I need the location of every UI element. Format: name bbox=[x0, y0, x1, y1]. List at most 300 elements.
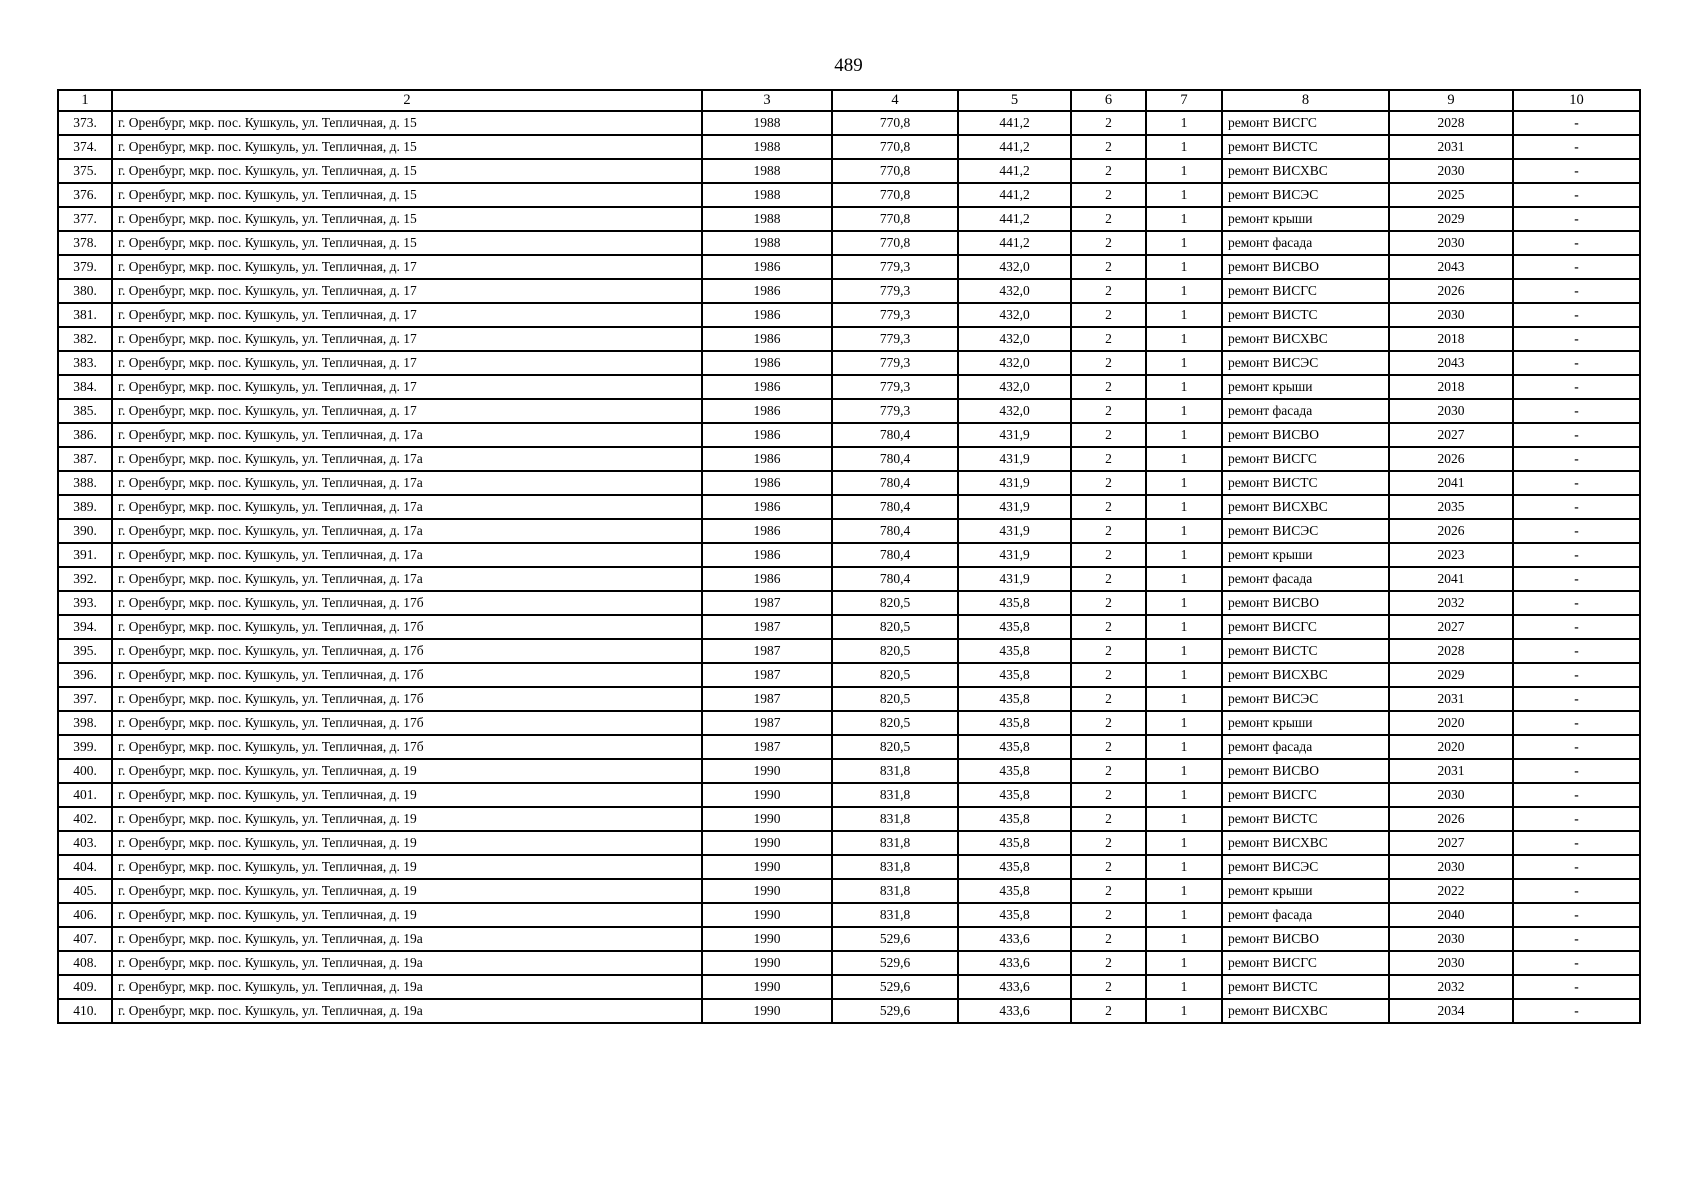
entrances-cell: 1 bbox=[1146, 687, 1222, 711]
address-cell: г. Оренбург, мкр. пос. Кушкуль, ул. Тепличная, д. 17б bbox=[112, 639, 702, 663]
row-number: 398. bbox=[58, 711, 112, 735]
floors-cell: 2 bbox=[1071, 231, 1146, 255]
total-area-cell: 779,3 bbox=[832, 375, 958, 399]
living-area-cell: 441,2 bbox=[958, 231, 1071, 255]
planned-year-cell: 2029 bbox=[1389, 207, 1513, 231]
floors-cell: 2 bbox=[1071, 447, 1146, 471]
address-cell: г. Оренбург, мкр. пос. Кушкуль, ул. Тепличная, д. 17а bbox=[112, 471, 702, 495]
floors-cell: 2 bbox=[1071, 831, 1146, 855]
row-number: 385. bbox=[58, 399, 112, 423]
entrances-cell: 1 bbox=[1146, 495, 1222, 519]
row-number: 391. bbox=[58, 543, 112, 567]
floors-cell: 2 bbox=[1071, 279, 1146, 303]
living-area-cell: 435,8 bbox=[958, 591, 1071, 615]
entrances-cell: 1 bbox=[1146, 543, 1222, 567]
work-type-cell: ремонт фасада bbox=[1222, 903, 1389, 927]
table-row bbox=[58, 231, 1640, 255]
floors-cell: 2 bbox=[1071, 687, 1146, 711]
living-area-cell: 431,9 bbox=[958, 543, 1071, 567]
entrances-cell: 1 bbox=[1146, 999, 1222, 1023]
entrances-cell: 1 bbox=[1146, 351, 1222, 375]
planned-year-cell: 2028 bbox=[1389, 111, 1513, 135]
year-cell: 1986 bbox=[702, 255, 832, 279]
floors-cell: 2 bbox=[1071, 183, 1146, 207]
floors-cell: 2 bbox=[1071, 879, 1146, 903]
table-row bbox=[58, 471, 1640, 495]
entrances-cell: 1 bbox=[1146, 591, 1222, 615]
note-cell: - bbox=[1513, 639, 1640, 663]
column-header: 2 bbox=[112, 90, 702, 111]
address-cell: г. Оренбург, мкр. пос. Кушкуль, ул. Тепличная, д. 17 bbox=[112, 327, 702, 351]
address-cell: г. Оренбург, мкр. пос. Кушкуль, ул. Тепличная, д. 19а bbox=[112, 927, 702, 951]
living-area-cell: 441,2 bbox=[958, 207, 1071, 231]
total-area-cell: 831,8 bbox=[832, 783, 958, 807]
row-number: 393. bbox=[58, 591, 112, 615]
entrances-cell: 1 bbox=[1146, 183, 1222, 207]
floors-cell: 2 bbox=[1071, 159, 1146, 183]
table-row bbox=[58, 639, 1640, 663]
year-cell: 1988 bbox=[702, 207, 832, 231]
work-type-cell: ремонт крыши bbox=[1222, 207, 1389, 231]
note-cell: - bbox=[1513, 975, 1640, 999]
total-area-cell: 820,5 bbox=[832, 639, 958, 663]
work-type-cell: ремонт фасада bbox=[1222, 567, 1389, 591]
work-type-cell: ремонт ВИСВО bbox=[1222, 759, 1389, 783]
planned-year-cell: 2026 bbox=[1389, 279, 1513, 303]
year-cell: 1986 bbox=[702, 279, 832, 303]
table-row bbox=[58, 951, 1640, 975]
repair-schedule-table bbox=[57, 89, 1641, 1024]
address-cell: г. Оренбург, мкр. пос. Кушкуль, ул. Тепличная, д. 15 bbox=[112, 159, 702, 183]
table-row bbox=[58, 687, 1640, 711]
floors-cell: 2 bbox=[1071, 519, 1146, 543]
row-number: 394. bbox=[58, 615, 112, 639]
address-cell: г. Оренбург, мкр. пос. Кушкуль, ул. Тепличная, д. 15 bbox=[112, 135, 702, 159]
floors-cell: 2 bbox=[1071, 375, 1146, 399]
floors-cell: 2 bbox=[1071, 543, 1146, 567]
table-row bbox=[58, 783, 1640, 807]
column-header: 4 bbox=[832, 90, 958, 111]
work-type-cell: ремонт ВИСХВС bbox=[1222, 831, 1389, 855]
entrances-cell: 1 bbox=[1146, 903, 1222, 927]
total-area-cell: 779,3 bbox=[832, 351, 958, 375]
table-row bbox=[58, 447, 1640, 471]
entrances-cell: 1 bbox=[1146, 279, 1222, 303]
year-cell: 1987 bbox=[702, 615, 832, 639]
living-area-cell: 433,6 bbox=[958, 951, 1071, 975]
year-cell: 1986 bbox=[702, 303, 832, 327]
year-cell: 1987 bbox=[702, 735, 832, 759]
total-area-cell: 529,6 bbox=[832, 951, 958, 975]
work-type-cell: ремонт фасада bbox=[1222, 231, 1389, 255]
floors-cell: 2 bbox=[1071, 975, 1146, 999]
address-cell: г. Оренбург, мкр. пос. Кушкуль, ул. Тепличная, д. 19 bbox=[112, 879, 702, 903]
table-row bbox=[58, 567, 1640, 591]
total-area-cell: 770,8 bbox=[832, 111, 958, 135]
living-area-cell: 431,9 bbox=[958, 423, 1071, 447]
living-area-cell: 432,0 bbox=[958, 303, 1071, 327]
table-row bbox=[58, 807, 1640, 831]
living-area-cell: 435,8 bbox=[958, 759, 1071, 783]
year-cell: 1986 bbox=[702, 567, 832, 591]
address-cell: г. Оренбург, мкр. пос. Кушкуль, ул. Тепличная, д. 19 bbox=[112, 807, 702, 831]
year-cell: 1987 bbox=[702, 591, 832, 615]
note-cell: - bbox=[1513, 663, 1640, 687]
entrances-cell: 1 bbox=[1146, 447, 1222, 471]
year-cell: 1987 bbox=[702, 711, 832, 735]
living-area-cell: 441,2 bbox=[958, 111, 1071, 135]
table-row bbox=[58, 543, 1640, 567]
note-cell: - bbox=[1513, 519, 1640, 543]
planned-year-cell: 2026 bbox=[1389, 447, 1513, 471]
planned-year-cell: 2030 bbox=[1389, 783, 1513, 807]
row-number: 408. bbox=[58, 951, 112, 975]
planned-year-cell: 2031 bbox=[1389, 687, 1513, 711]
address-cell: г. Оренбург, мкр. пос. Кушкуль, ул. Тепличная, д. 17 bbox=[112, 399, 702, 423]
address-cell: г. Оренбург, мкр. пос. Кушкуль, ул. Тепличная, д. 17 bbox=[112, 279, 702, 303]
note-cell: - bbox=[1513, 759, 1640, 783]
work-type-cell: ремонт крыши bbox=[1222, 543, 1389, 567]
row-number: 383. bbox=[58, 351, 112, 375]
table-row bbox=[58, 135, 1640, 159]
planned-year-cell: 2030 bbox=[1389, 303, 1513, 327]
table-row bbox=[58, 111, 1640, 135]
living-area-cell: 441,2 bbox=[958, 159, 1071, 183]
planned-year-cell: 2030 bbox=[1389, 927, 1513, 951]
planned-year-cell: 2027 bbox=[1389, 615, 1513, 639]
note-cell: - bbox=[1513, 159, 1640, 183]
total-area-cell: 831,8 bbox=[832, 807, 958, 831]
planned-year-cell: 2020 bbox=[1389, 711, 1513, 735]
row-number: 389. bbox=[58, 495, 112, 519]
living-area-cell: 435,8 bbox=[958, 903, 1071, 927]
total-area-cell: 820,5 bbox=[832, 711, 958, 735]
planned-year-cell: 2026 bbox=[1389, 519, 1513, 543]
note-cell: - bbox=[1513, 375, 1640, 399]
entrances-cell: 1 bbox=[1146, 471, 1222, 495]
column-header: 9 bbox=[1389, 90, 1513, 111]
work-type-cell: ремонт ВИСТС bbox=[1222, 471, 1389, 495]
planned-year-cell: 2029 bbox=[1389, 663, 1513, 687]
total-area-cell: 780,4 bbox=[832, 495, 958, 519]
column-header: 5 bbox=[958, 90, 1071, 111]
year-cell: 1986 bbox=[702, 375, 832, 399]
row-number: 384. bbox=[58, 375, 112, 399]
work-type-cell: ремонт крыши bbox=[1222, 879, 1389, 903]
year-cell: 1990 bbox=[702, 759, 832, 783]
year-cell: 1988 bbox=[702, 231, 832, 255]
entrances-cell: 1 bbox=[1146, 951, 1222, 975]
address-cell: г. Оренбург, мкр. пос. Кушкуль, ул. Тепличная, д. 17 bbox=[112, 303, 702, 327]
row-number: 397. bbox=[58, 687, 112, 711]
living-area-cell: 435,8 bbox=[958, 807, 1071, 831]
living-area-cell: 431,9 bbox=[958, 471, 1071, 495]
table-row bbox=[58, 879, 1640, 903]
year-cell: 1990 bbox=[702, 927, 832, 951]
total-area-cell: 831,8 bbox=[832, 903, 958, 927]
living-area-cell: 441,2 bbox=[958, 135, 1071, 159]
address-cell: г. Оренбург, мкр. пос. Кушкуль, ул. Тепличная, д. 19а bbox=[112, 975, 702, 999]
planned-year-cell: 2031 bbox=[1389, 759, 1513, 783]
entrances-cell: 1 bbox=[1146, 759, 1222, 783]
entrances-cell: 1 bbox=[1146, 855, 1222, 879]
year-cell: 1990 bbox=[702, 951, 832, 975]
entrances-cell: 1 bbox=[1146, 639, 1222, 663]
planned-year-cell: 2030 bbox=[1389, 951, 1513, 975]
entrances-cell: 1 bbox=[1146, 927, 1222, 951]
total-area-cell: 780,4 bbox=[832, 471, 958, 495]
living-area-cell: 435,8 bbox=[958, 639, 1071, 663]
note-cell: - bbox=[1513, 207, 1640, 231]
year-cell: 1986 bbox=[702, 351, 832, 375]
table-row bbox=[58, 759, 1640, 783]
row-number: 406. bbox=[58, 903, 112, 927]
work-type-cell: ремонт ВИСГС bbox=[1222, 279, 1389, 303]
planned-year-cell: 2041 bbox=[1389, 471, 1513, 495]
planned-year-cell: 2026 bbox=[1389, 807, 1513, 831]
note-cell: - bbox=[1513, 615, 1640, 639]
total-area-cell: 770,8 bbox=[832, 159, 958, 183]
living-area-cell: 433,6 bbox=[958, 999, 1071, 1023]
address-cell: г. Оренбург, мкр. пос. Кушкуль, ул. Тепличная, д. 17а bbox=[112, 543, 702, 567]
total-area-cell: 780,4 bbox=[832, 447, 958, 471]
address-cell: г. Оренбург, мкр. пос. Кушкуль, ул. Тепличная, д. 17а bbox=[112, 447, 702, 471]
row-number: 377. bbox=[58, 207, 112, 231]
year-cell: 1987 bbox=[702, 663, 832, 687]
floors-cell: 2 bbox=[1071, 927, 1146, 951]
year-cell: 1990 bbox=[702, 831, 832, 855]
address-cell: г. Оренбург, мкр. пос. Кушкуль, ул. Тепличная, д. 17б bbox=[112, 711, 702, 735]
floors-cell: 2 bbox=[1071, 807, 1146, 831]
table-row bbox=[58, 423, 1640, 447]
note-cell: - bbox=[1513, 951, 1640, 975]
total-area-cell: 820,5 bbox=[832, 687, 958, 711]
row-number: 376. bbox=[58, 183, 112, 207]
row-number: 386. bbox=[58, 423, 112, 447]
total-area-cell: 831,8 bbox=[832, 855, 958, 879]
living-area-cell: 435,8 bbox=[958, 711, 1071, 735]
work-type-cell: ремонт ВИСГС bbox=[1222, 447, 1389, 471]
floors-cell: 2 bbox=[1071, 111, 1146, 135]
note-cell: - bbox=[1513, 447, 1640, 471]
address-cell: г. Оренбург, мкр. пос. Кушкуль, ул. Тепличная, д. 17а bbox=[112, 423, 702, 447]
entrances-cell: 1 bbox=[1146, 831, 1222, 855]
year-cell: 1990 bbox=[702, 975, 832, 999]
living-area-cell: 435,8 bbox=[958, 783, 1071, 807]
work-type-cell: ремонт ВИСТС bbox=[1222, 975, 1389, 999]
address-cell: г. Оренбург, мкр. пос. Кушкуль, ул. Тепличная, д. 19 bbox=[112, 903, 702, 927]
floors-cell: 2 bbox=[1071, 759, 1146, 783]
work-type-cell: ремонт ВИСХВС bbox=[1222, 159, 1389, 183]
year-cell: 1988 bbox=[702, 111, 832, 135]
entrances-cell: 1 bbox=[1146, 159, 1222, 183]
entrances-cell: 1 bbox=[1146, 399, 1222, 423]
column-header: 10 bbox=[1513, 90, 1640, 111]
work-type-cell: ремонт ВИСГС bbox=[1222, 111, 1389, 135]
address-cell: г. Оренбург, мкр. пос. Кушкуль, ул. Тепличная, д. 15 bbox=[112, 183, 702, 207]
row-number: 382. bbox=[58, 327, 112, 351]
table-row bbox=[58, 591, 1640, 615]
work-type-cell: ремонт ВИСТС bbox=[1222, 807, 1389, 831]
entrances-cell: 1 bbox=[1146, 711, 1222, 735]
entrances-cell: 1 bbox=[1146, 375, 1222, 399]
note-cell: - bbox=[1513, 231, 1640, 255]
floors-cell: 2 bbox=[1071, 615, 1146, 639]
planned-year-cell: 2023 bbox=[1389, 543, 1513, 567]
note-cell: - bbox=[1513, 183, 1640, 207]
note-cell: - bbox=[1513, 423, 1640, 447]
note-cell: - bbox=[1513, 591, 1640, 615]
address-cell: г. Оренбург, мкр. пос. Кушкуль, ул. Тепличная, д. 17б bbox=[112, 735, 702, 759]
note-cell: - bbox=[1513, 567, 1640, 591]
living-area-cell: 435,8 bbox=[958, 663, 1071, 687]
year-cell: 1986 bbox=[702, 327, 832, 351]
table-row bbox=[58, 399, 1640, 423]
total-area-cell: 780,4 bbox=[832, 543, 958, 567]
year-cell: 1987 bbox=[702, 639, 832, 663]
planned-year-cell: 2025 bbox=[1389, 183, 1513, 207]
work-type-cell: ремонт ВИСТС bbox=[1222, 303, 1389, 327]
year-cell: 1990 bbox=[702, 903, 832, 927]
work-type-cell: ремонт фасада bbox=[1222, 399, 1389, 423]
row-number: 395. bbox=[58, 639, 112, 663]
note-cell: - bbox=[1513, 855, 1640, 879]
row-number: 380. bbox=[58, 279, 112, 303]
year-cell: 1988 bbox=[702, 159, 832, 183]
address-cell: г. Оренбург, мкр. пос. Кушкуль, ул. Тепличная, д. 17а bbox=[112, 519, 702, 543]
planned-year-cell: 2028 bbox=[1389, 639, 1513, 663]
total-area-cell: 770,8 bbox=[832, 135, 958, 159]
column-header: 6 bbox=[1071, 90, 1146, 111]
table-body bbox=[58, 111, 1640, 1023]
entrances-cell: 1 bbox=[1146, 303, 1222, 327]
row-number: 373. bbox=[58, 111, 112, 135]
row-number: 388. bbox=[58, 471, 112, 495]
table-row bbox=[58, 255, 1640, 279]
note-cell: - bbox=[1513, 399, 1640, 423]
table-row bbox=[58, 279, 1640, 303]
total-area-cell: 820,5 bbox=[832, 663, 958, 687]
table-row bbox=[58, 183, 1640, 207]
living-area-cell: 431,9 bbox=[958, 567, 1071, 591]
floors-cell: 2 bbox=[1071, 423, 1146, 447]
work-type-cell: ремонт ВИСГС bbox=[1222, 783, 1389, 807]
floors-cell: 2 bbox=[1071, 711, 1146, 735]
note-cell: - bbox=[1513, 831, 1640, 855]
row-number: 405. bbox=[58, 879, 112, 903]
year-cell: 1986 bbox=[702, 543, 832, 567]
address-cell: г. Оренбург, мкр. пос. Кушкуль, ул. Тепличная, д. 17а bbox=[112, 495, 702, 519]
table-row bbox=[58, 999, 1640, 1023]
total-area-cell: 529,6 bbox=[832, 927, 958, 951]
address-cell: г. Оренбург, мкр. пос. Кушкуль, ул. Тепличная, д. 19 bbox=[112, 759, 702, 783]
living-area-cell: 433,6 bbox=[958, 927, 1071, 951]
total-area-cell: 779,3 bbox=[832, 255, 958, 279]
table-row bbox=[58, 711, 1640, 735]
floors-cell: 2 bbox=[1071, 903, 1146, 927]
work-type-cell: ремонт ВИСТС bbox=[1222, 639, 1389, 663]
floors-cell: 2 bbox=[1071, 255, 1146, 279]
floors-cell: 2 bbox=[1071, 663, 1146, 687]
table-row bbox=[58, 615, 1640, 639]
address-cell: г. Оренбург, мкр. пос. Кушкуль, ул. Тепличная, д. 17б bbox=[112, 615, 702, 639]
address-cell: г. Оренбург, мкр. пос. Кушкуль, ул. Тепличная, д. 17б bbox=[112, 591, 702, 615]
floors-cell: 2 bbox=[1071, 999, 1146, 1023]
table-row bbox=[58, 663, 1640, 687]
table-row bbox=[58, 903, 1640, 927]
table-row bbox=[58, 351, 1640, 375]
table-row bbox=[58, 207, 1640, 231]
planned-year-cell: 2018 bbox=[1389, 375, 1513, 399]
year-cell: 1986 bbox=[702, 447, 832, 471]
entrances-cell: 1 bbox=[1146, 255, 1222, 279]
living-area-cell: 432,0 bbox=[958, 399, 1071, 423]
table-row bbox=[58, 375, 1640, 399]
total-area-cell: 780,4 bbox=[832, 423, 958, 447]
note-cell: - bbox=[1513, 327, 1640, 351]
work-type-cell: ремонт ВИСЭС bbox=[1222, 519, 1389, 543]
work-type-cell: ремонт ВИСВО bbox=[1222, 423, 1389, 447]
header-row bbox=[58, 90, 1640, 111]
address-cell: г. Оренбург, мкр. пос. Кушкуль, ул. Тепличная, д. 19 bbox=[112, 855, 702, 879]
note-cell: - bbox=[1513, 807, 1640, 831]
floors-cell: 2 bbox=[1071, 303, 1146, 327]
total-area-cell: 779,3 bbox=[832, 279, 958, 303]
work-type-cell: ремонт ВИСВО bbox=[1222, 927, 1389, 951]
total-area-cell: 529,6 bbox=[832, 975, 958, 999]
entrances-cell: 1 bbox=[1146, 231, 1222, 255]
total-area-cell: 820,5 bbox=[832, 735, 958, 759]
year-cell: 1988 bbox=[702, 135, 832, 159]
row-number: 404. bbox=[58, 855, 112, 879]
note-cell: - bbox=[1513, 687, 1640, 711]
entrances-cell: 1 bbox=[1146, 615, 1222, 639]
living-area-cell: 432,0 bbox=[958, 279, 1071, 303]
row-number: 407. bbox=[58, 927, 112, 951]
row-number: 392. bbox=[58, 567, 112, 591]
note-cell: - bbox=[1513, 879, 1640, 903]
year-cell: 1990 bbox=[702, 783, 832, 807]
row-number: 387. bbox=[58, 447, 112, 471]
address-cell: г. Оренбург, мкр. пос. Кушкуль, ул. Тепличная, д. 19 bbox=[112, 783, 702, 807]
entrances-cell: 1 bbox=[1146, 783, 1222, 807]
work-type-cell: ремонт ВИСЭС bbox=[1222, 183, 1389, 207]
year-cell: 1986 bbox=[702, 471, 832, 495]
year-cell: 1986 bbox=[702, 495, 832, 519]
entrances-cell: 1 bbox=[1146, 807, 1222, 831]
note-cell: - bbox=[1513, 735, 1640, 759]
address-cell: г. Оренбург, мкр. пос. Кушкуль, ул. Тепличная, д. 17 bbox=[112, 351, 702, 375]
column-header: 3 bbox=[702, 90, 832, 111]
total-area-cell: 770,8 bbox=[832, 207, 958, 231]
table-row bbox=[58, 327, 1640, 351]
floors-cell: 2 bbox=[1071, 207, 1146, 231]
living-area-cell: 435,8 bbox=[958, 855, 1071, 879]
address-cell: г. Оренбург, мкр. пос. Кушкуль, ул. Тепличная, д. 15 bbox=[112, 207, 702, 231]
entrances-cell: 1 bbox=[1146, 567, 1222, 591]
address-cell: г. Оренбург, мкр. пос. Кушкуль, ул. Тепличная, д. 19а bbox=[112, 999, 702, 1023]
work-type-cell: ремонт ВИСХВС bbox=[1222, 999, 1389, 1023]
note-cell: - bbox=[1513, 495, 1640, 519]
year-cell: 1990 bbox=[702, 855, 832, 879]
planned-year-cell: 2020 bbox=[1389, 735, 1513, 759]
row-number: 381. bbox=[58, 303, 112, 327]
total-area-cell: 779,3 bbox=[832, 303, 958, 327]
row-number: 378. bbox=[58, 231, 112, 255]
total-area-cell: 780,4 bbox=[832, 567, 958, 591]
floors-cell: 2 bbox=[1071, 639, 1146, 663]
total-area-cell: 820,5 bbox=[832, 615, 958, 639]
